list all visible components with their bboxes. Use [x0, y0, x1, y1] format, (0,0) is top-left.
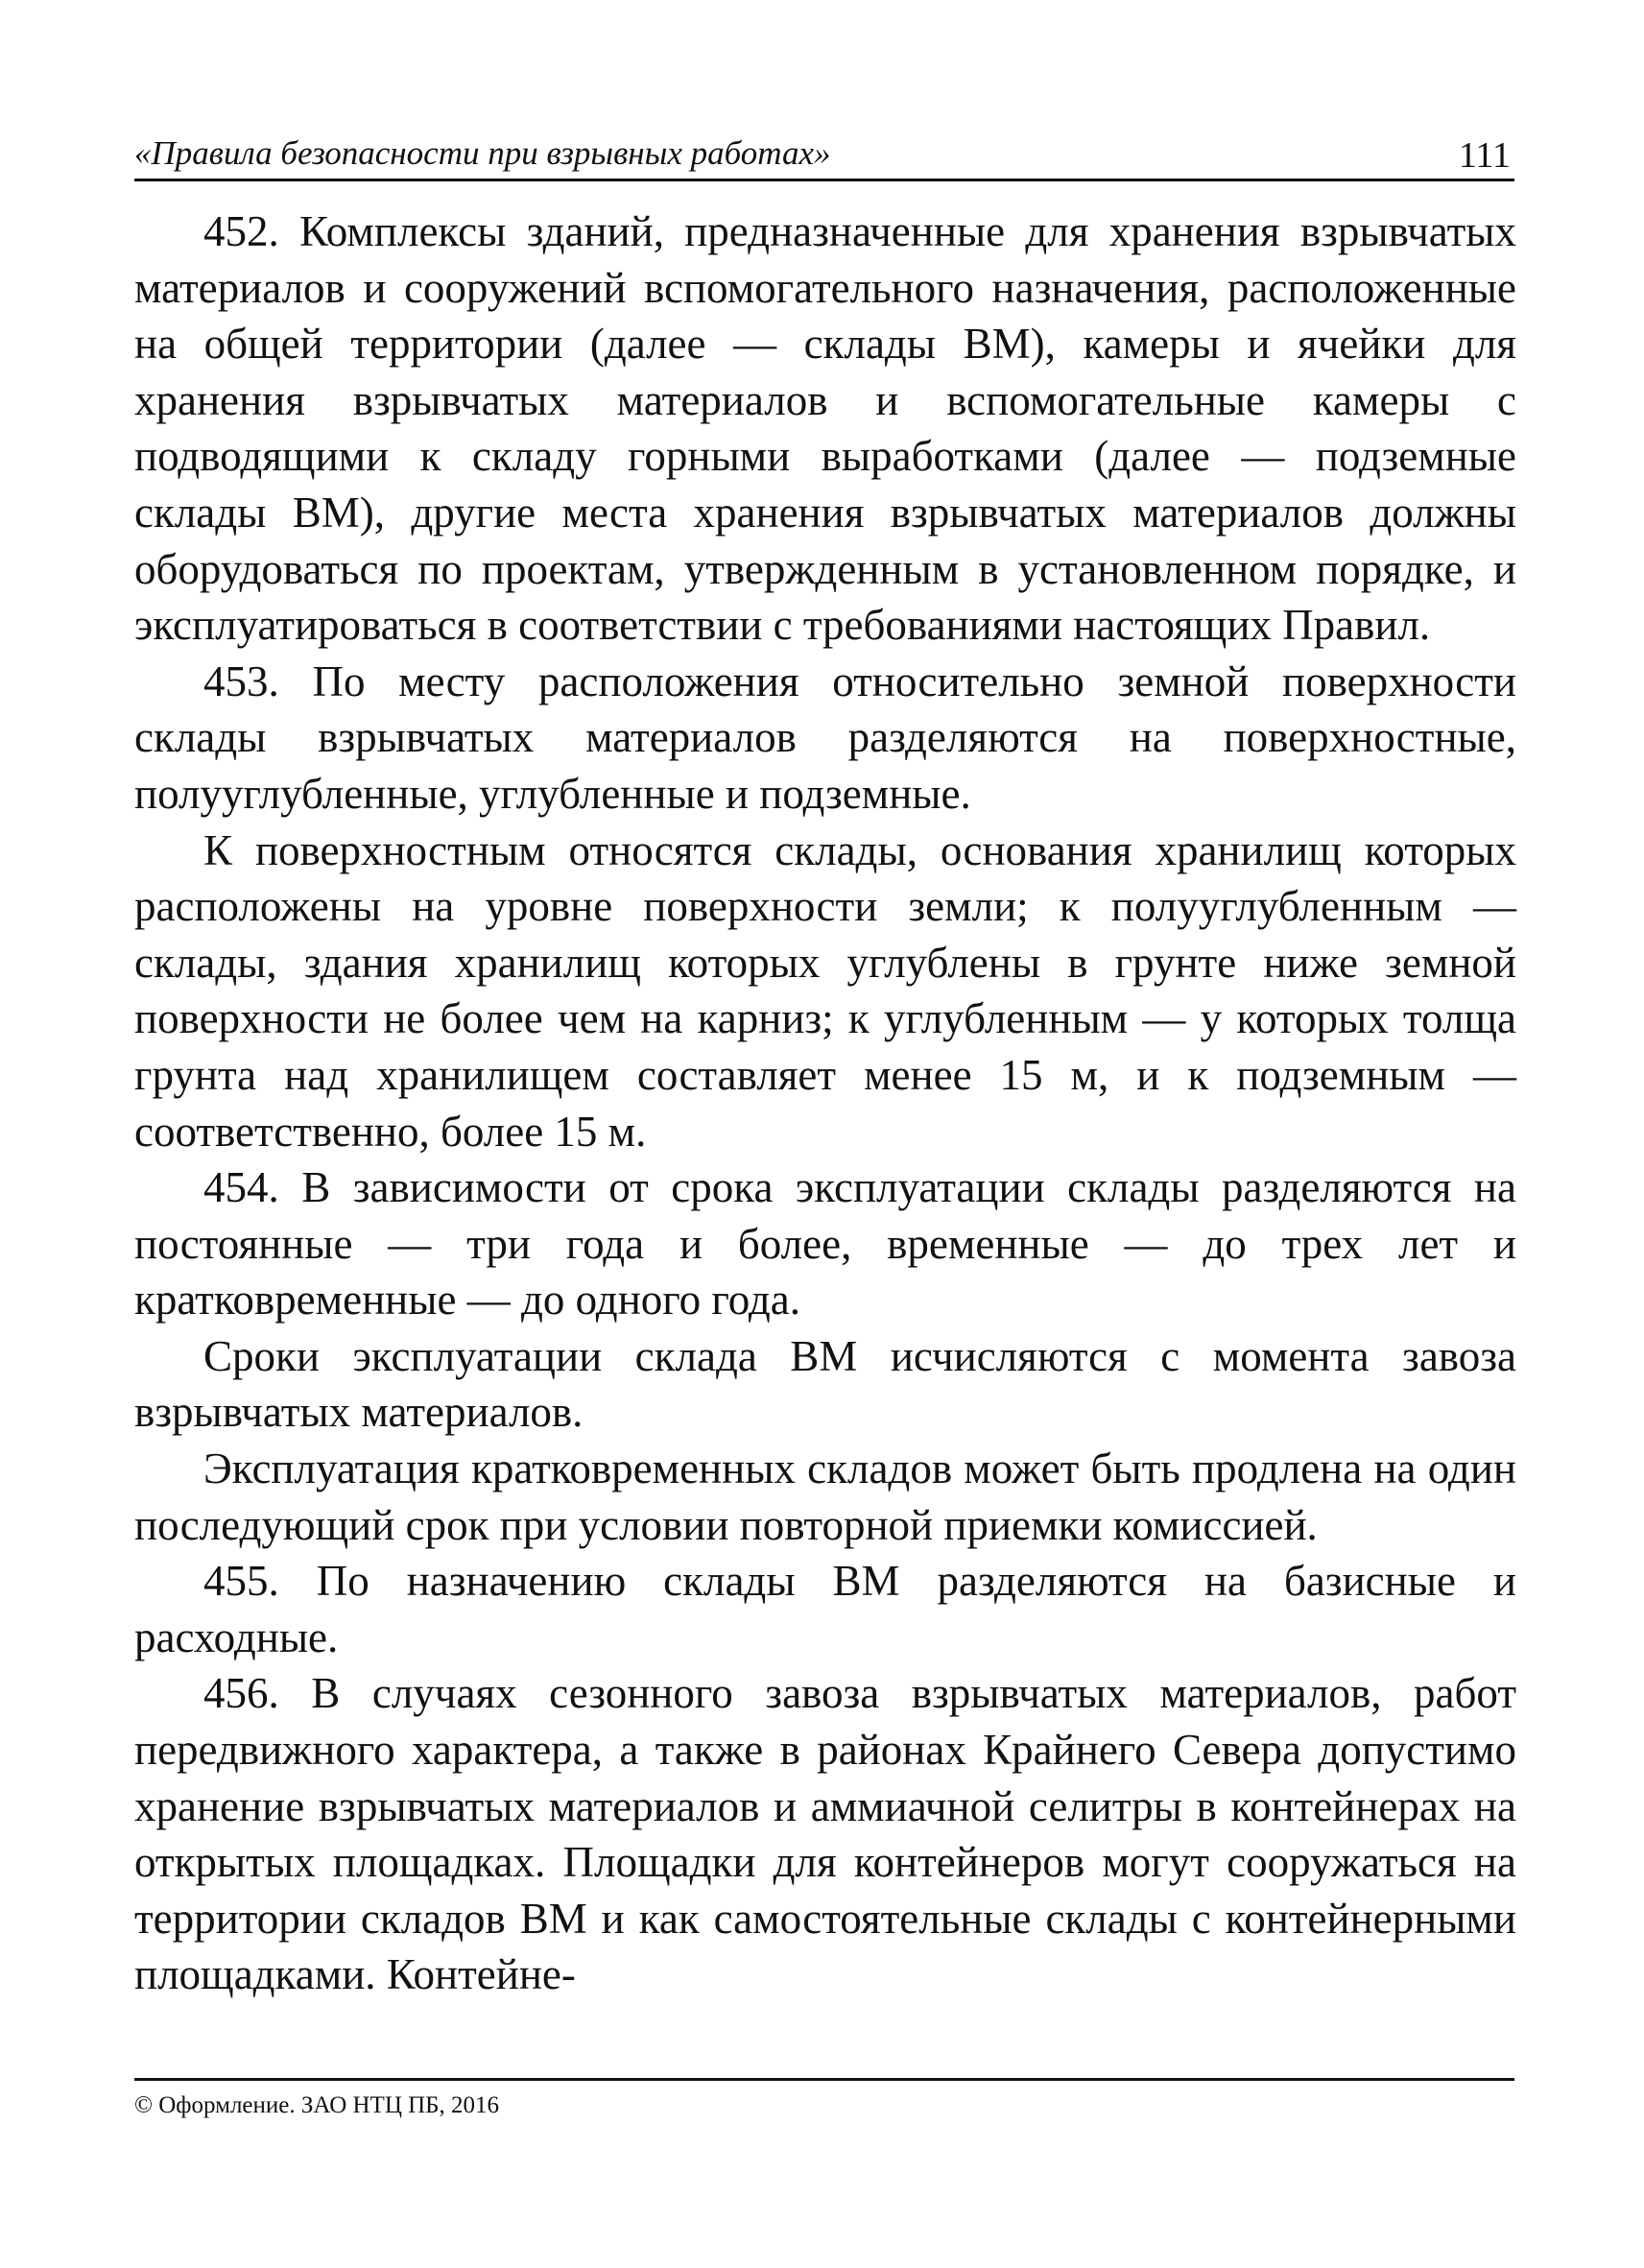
paragraph-452: 452. Комплексы зданий, предназначенные для хранения взрывчатых материалов и сооружений вспомогательного назначения, расположенные на общей территории (далее — склады ВМ), камеры и ячейки для хранения взрывчатых материалов и вспомогательные камеры с подводящими к складу горными выработками (далее — подземные склады ВМ), другие места хранения взрывчатых материалов должны оборудоваться по проектам, утвержденным в установленном порядке, и эксплуатироваться в соответствии с требованиями настоящих Правил.: [134, 207, 1516, 650]
page-number: 111: [1458, 135, 1511, 176]
paragraph-454: 454. В зависимости от срока эксплуатации склады разделяются на постоянные — три года и более, временные — до трех лет и кратковременные — до одного года.: [134, 1163, 1516, 1325]
paragraph-456: 456. В случаях сезонного завоза взрывчатых материалов, работ передвижного характера, а также в районах Крайнего Севера допустимо хранение взрывчатых материалов и аммиачной селитры в контейнерах на открытых площадках. Площадки для контейнеров могут сооружаться на территории складов ВМ и как самостоятельные склады с контейнерными площадками. Контейне-: [134, 1669, 1516, 1999]
footer-copyright: © Оформление. ЗАО НТЦ ПБ, 2016: [134, 2092, 500, 2118]
paragraph-terms: Сроки эксплуатации склада ВМ исчисляются с момента завоза взрывчатых материалов.: [134, 1331, 1516, 1437]
paragraph-extension: Эксплуатация кратковременных складов может быть продлена на один последующий срок при условии повторной приемки комиссией.: [134, 1444, 1516, 1549]
page-footer: [134, 2078, 1514, 2118]
header-title: «Правила безопасности при взрывных работах»: [134, 134, 831, 172]
running-header: [134, 132, 1514, 181]
paragraph-455: 455. По назначению склады ВМ разделяются на базисные и расходные.: [134, 1557, 1516, 1661]
paragraph-453: 453. По месту расположения относительно земной поверхности склады взрывчатых материалов разделяются на поверхностные, полууглубленные, углубленные и подземные.: [134, 657, 1516, 818]
paragraph-surface-storage: К поверхностным относятся склады, основания хранилищ которых расположены на уровне поверхности земли; к полууглубленным — склады, здания хранилищ которых углублены в грунте ниже земной поверхности не более чем на карниз; к углубленным — у которых толща грунта над хранилищем составляет менее 15 м, и к подземным — соответственно, более 15 м.: [134, 825, 1516, 1156]
body-text: [134, 203, 1516, 2003]
